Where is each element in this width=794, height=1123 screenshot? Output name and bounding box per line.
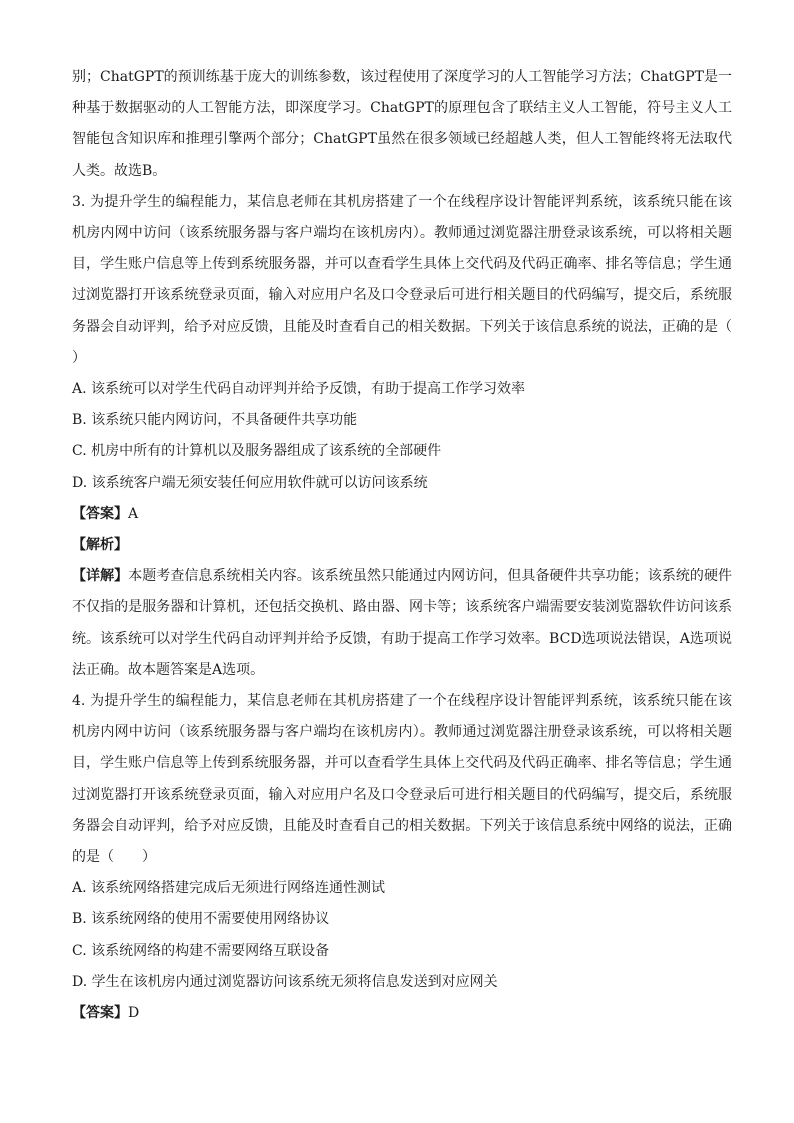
- q4-option-d: D. 学生在该机房内通过浏览器访问该系统无须将信息发送到对应网关: [72, 973, 498, 990]
- q3-option-a: A. 该系统可以对学生代码自动评判并给予反馈，有助于提高工作学习效率: [72, 381, 526, 398]
- q2-explanation-tail: 别；ChatGPT的预训练基于庞大的训练参数，该过程使用了深度学习的人工智能学习方法；ChatGPT是一种基于数据驱动的人工智能方法，即深度学习。ChatGPT的原理包含了联结主义人工智能，符号主义人工智能包含知识库和推理引擎两个部分；ChatGPT虽然在很多领域已经超越人类，但人工智能终将无法取代人类。故选B。: [72, 69, 732, 179]
- q4-answer: [72, 998, 732, 1029]
- q3-option-b: B. 该系统只能内网访问，不具备硬件共享功能: [72, 412, 358, 429]
- q3-stem: 3. 为提升学生的编程能力，某信息老师在其机房搭建了一个在线程序设计智能评判系统，该系统只能在该机房内网中访问（该系统服务器与客户端均在该机房内）。教师通过浏览器注册登录该系统，可以将相关题目，学生账户信息等上传到系统服务器，并可以查看学生具体上交代码及代码正确率、排名等信息；学生通过浏览器打开该系统登录页面，输入对应用户名及口令登录后可进行相关题目的代码编写，提交后，系统服务器会自动评判，给予对应反馈，且能及时查看自己的相关数据。下列关于该信息系统的说法，正确的是（ ）: [72, 193, 760, 366]
- q3-option-c: C. 机房中所有的计算机以及服务器组成了该系统的全部硬件: [72, 443, 442, 460]
- q4-stem: 4. 为提升学生的编程能力，某信息老师在其机房搭建了一个在线程序设计智能评判系统，该系统只能在该机房内网中访问（该系统服务器与客户端均在该机房内）。教师通过浏览器注册登录该系统，可以将相关题目，学生账户信息等上传到系统服务器，并可以查看学生具体上交代码及代码正确率、排名等信息；学生通过浏览器打开该系统登录页面，输入对应用户名及口令登录后可进行相关题目的代码编写，提交后，系统服务器会自动评判，给予对应反馈，且能及时查看自己的相关数据。下列关于该信息系统中网络的说法，正确的是（ ）: [72, 693, 732, 866]
- q4-option-c: C. 该系统网络的构建不需要网络互联设备: [72, 942, 330, 959]
- q3-answer: [72, 499, 732, 530]
- q3-answer-value: A: [128, 505, 139, 522]
- q4-option-a: A. 该系统网络搭建完成后无须进行网络连通性测试: [72, 880, 386, 897]
- question-4: [72, 686, 732, 1029]
- q4-answer-value: D: [128, 1005, 140, 1022]
- q3-detail-tag: 【详解】: [72, 568, 129, 585]
- question-3: [72, 187, 760, 686]
- q3-analysis: [72, 530, 732, 561]
- q3-option-d: D. 该系统客户端无须安装任何应用软件就可以访问该系统: [72, 474, 428, 491]
- q4-answer-tag: 【答案】: [72, 1005, 128, 1022]
- q4-option-b: B. 该系统网络的使用不需要使用网络协议: [72, 911, 330, 928]
- q3-analysis-tag: 【解析】: [72, 537, 128, 554]
- q3-detail: [72, 561, 732, 686]
- document-page: [72, 62, 760, 1029]
- q3-detail-text: 本题考查信息系统相关内容。该系统虽然只能通过内网访问，但具备硬件共享功能；该系统的硬件不仅指的是服务器和计算机，还包括交换机、路由器、网卡等；该系统客户端需要安装浏览器软件访问该系统。该系统可以对学生代码自动评判并给予反馈，有助于提高工作学习效率。BCD选项说法错误，A选项说法正确。故本题答案是A选项。: [72, 568, 733, 678]
- q3-answer-tag: 【答案】: [72, 505, 128, 522]
